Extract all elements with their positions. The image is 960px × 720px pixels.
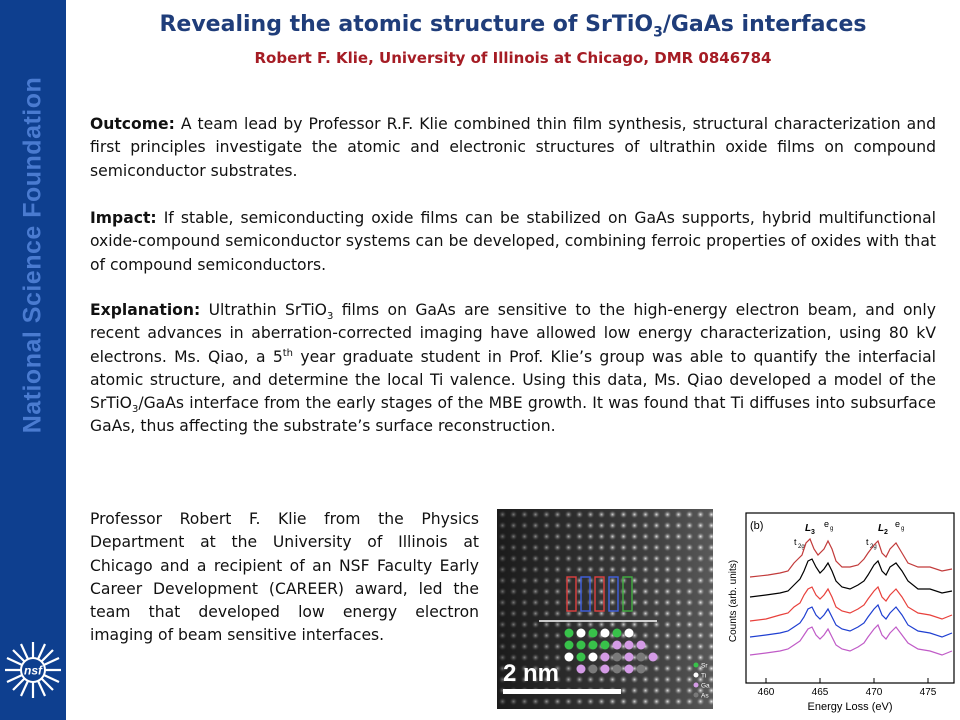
- nsf-sidebar: [0, 0, 66, 720]
- stem-micrograph: [497, 509, 713, 709]
- outcome-paragraph: Outcome: A team lead by Professor R.F. Klie combined thin film synthesis, structural characterization and first principles investigate the atomic and electronic structures of ultrathin oxide films on compound semiconductor substrates.: [90, 115, 936, 180]
- x-axis-label: Energy Loss (eV): [807, 701, 893, 713]
- photo-caption: Professor Robert F. Klie from the Physics Department at the University of Illinois at Chicago and a recipient of an NSF Faculty Early Career Development (CAREER) award, led the team that developed low energy electron imaging of beam sensitive interfaces.: [90, 510, 479, 645]
- impact-paragraph: Impact: If stable, semiconducting oxide films can be stabilized on GaAs supports, hybrid multifunctional oxide-compound semiconductor systems can be developed, combining ferroic properties of oxides with that of compound semiconductors.: [90, 209, 936, 274]
- x-tick-label: 470: [865, 687, 883, 698]
- impact-label: Impact:: [90, 209, 157, 227]
- explanation-paragraph: Explanation: Ultrathin SrTiO$_3$ films on GaAs are sensitive to the high-energy electron beam, and only recent advances in aberration-corrected imaging have allowed low energy characterization, using 80 kV electrons. Ms. Qiao, a 5th year graduate student in Prof. Klie’s group was able to quantify the interfacial atomic structure, and determine the local Ti valence. Using this data, Ms. Qiao developed a model of the SrTiO$_3$/GaAs interface from the early stages of the MBE growth. It was found that Ti diffuses into subsurface GaAs, thus affecting the substrate’s surface reconstruction.: [90, 301, 936, 436]
- page-subtitle: Robert F. Klie, University of Illinois at Chicago, DMR 0846784: [254, 49, 772, 67]
- nsf-sidebar-label: National Science Foundation: [18, 76, 47, 434]
- svg-text:e: e: [895, 519, 901, 529]
- explanation-label: Explanation:: [90, 301, 201, 319]
- y-axis-label: Counts (arb. units): [728, 559, 739, 643]
- svg-text:Ga: Ga: [701, 682, 710, 690]
- svg-text:2g: 2g: [798, 544, 805, 550]
- x-tick-label: 465: [811, 687, 829, 698]
- panel-label: (b): [750, 520, 764, 532]
- svg-text:2: 2: [884, 529, 888, 536]
- svg-text:t: t: [866, 537, 869, 547]
- svg-text:g: g: [901, 526, 905, 532]
- svg-text:As: As: [701, 692, 709, 700]
- scale-bar-label: 2 nm: [503, 660, 560, 687]
- svg-text:e: e: [824, 519, 830, 529]
- svg-text:Ti: Ti: [701, 672, 707, 680]
- svg-text:3: 3: [811, 529, 815, 536]
- svg-text:2g: 2g: [870, 544, 877, 550]
- x-tick-label: 460: [757, 687, 775, 698]
- eels-spectrum-plot: [718, 509, 958, 715]
- nsf-logo-icon: [3, 640, 63, 700]
- outcome-label: Outcome:: [90, 115, 175, 133]
- svg-text:t: t: [794, 537, 797, 547]
- svg-text:L: L: [805, 523, 812, 534]
- nsf-logo-text: nsf: [24, 663, 42, 678]
- x-tick-label: 475: [919, 687, 937, 698]
- scale-bar: [503, 689, 621, 694]
- svg-text:L: L: [878, 523, 885, 534]
- svg-text:g: g: [830, 526, 834, 532]
- svg-text:Sr: Sr: [701, 662, 708, 670]
- page-title: Revealing the atomic structure of SrTiO$_3$/GaAs interfaces: [159, 12, 867, 41]
